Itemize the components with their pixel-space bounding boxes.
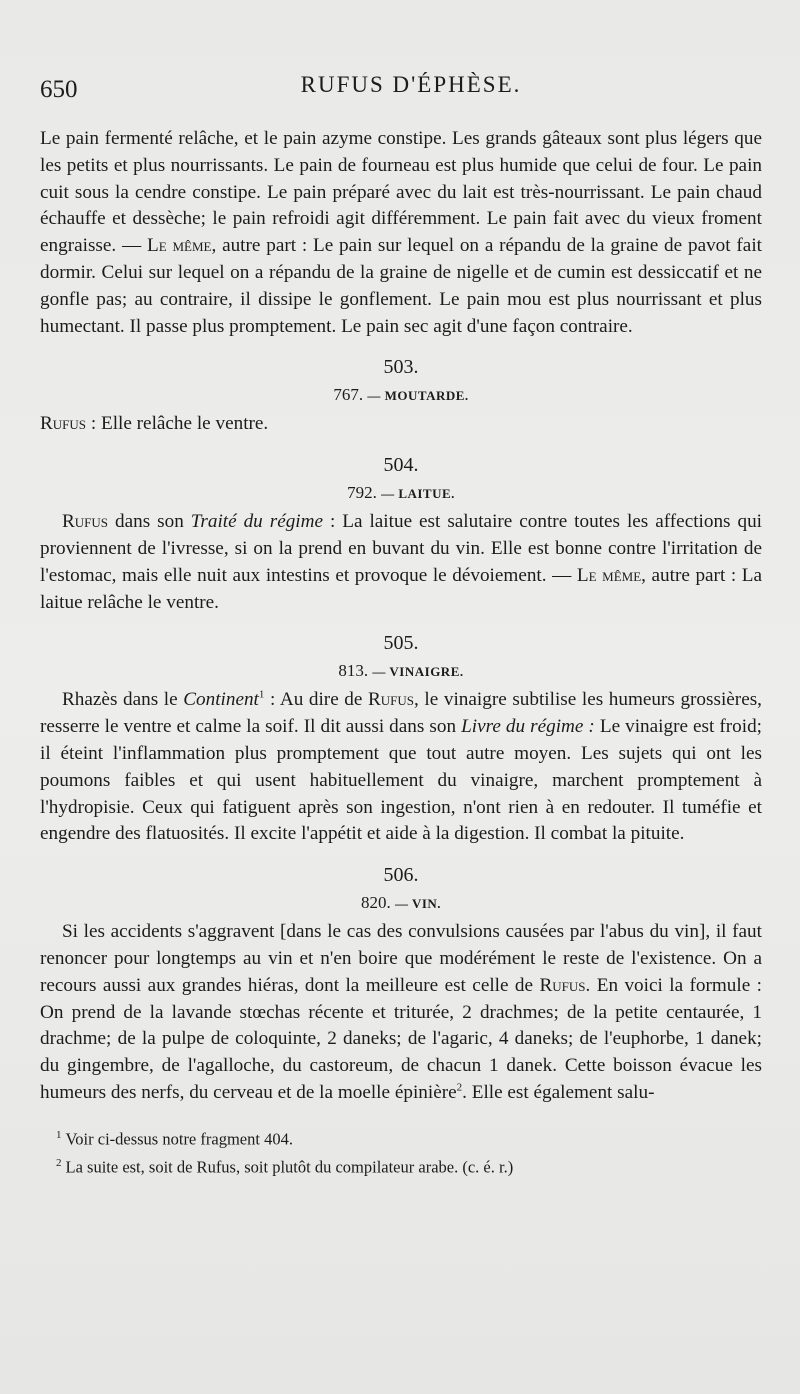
fragment-heading-820 xyxy=(40,893,762,913)
fragment-title: — VINAIGRE. xyxy=(372,664,464,680)
footnote-ref-1: 1 xyxy=(258,688,265,701)
footnote-mark: 2 xyxy=(56,1157,62,1170)
fragment-heading-813 xyxy=(40,661,762,681)
footnotes xyxy=(40,1123,762,1180)
running-title: RUFUS D'ÉPHÈSE. xyxy=(300,72,522,97)
lettuce-text-1: dans son xyxy=(108,511,191,533)
vinegar-text-3: , le vinaigre subtilise les humeurs grossières, resserre le ventre et calme la soif. Il dit aussi dans son xyxy=(40,689,762,738)
footnote-text: Voir ci-dessus notre fragment 404. xyxy=(65,1129,293,1149)
author-rufus: Rufus xyxy=(368,689,415,711)
fragment-number: 820. xyxy=(360,893,391,913)
bread-paragraph xyxy=(40,126,762,340)
footnote-1 xyxy=(40,1123,762,1152)
bread-text-2: , autre part : Le pain sur lequel on a répandu de la graine de pavot fait dormir. Celui sur lequel on a répandu de la graine de nigelle et de cumin est dessiccatif et ne gonfle pas; au contraire, il dissipe le gonflement. Le pain mou est plus nourrissant et plus humectant. Il passe plus promptement. Le pain sec agit d'une façon contraire. xyxy=(40,235,762,337)
footnote-mark: 1 xyxy=(56,1128,62,1141)
le-meme: Le même xyxy=(147,235,212,257)
vinegar-paragraph xyxy=(40,687,762,848)
section-number-506: 506. xyxy=(383,864,419,887)
wine-text-3: . Elle est également salu- xyxy=(462,1081,655,1103)
author-rufus: Rufus xyxy=(62,511,109,533)
lettuce-text-3: , autre part : La laitue relâche le ventre. xyxy=(40,564,763,613)
wine-paragraph xyxy=(40,919,762,1107)
footnote-2 xyxy=(40,1151,762,1180)
wine-text-1: Si les accidents s'aggravent [dans le cas des convulsions causées par l'abus du vin], il faut renoncer pour longtemps au vin et n'en boire que modérément le reste de l'existence. On a recours aussi aux grandes hiéras, dont la meilleure est celle de xyxy=(40,921,762,996)
vinegar-text-1: Rhazès dans le xyxy=(62,689,184,711)
wine-text-2: . En voici la formule : On prend de la lavande stœchas récente et triturée, 2 drachmes; de la petite centaurée, 1 drachme; de la pulpe de coloquinte, 2 daneks; de l'agaric, 4 daneks; de l'euphorbe, 1 danek; du gingembre, de l'agalloche, du castoreum, de chacun 1 danek. Cette boisson évacue les humeurs des nerfs, du cerveau et de la moelle épinière xyxy=(40,974,762,1103)
author-rufus: Rufus xyxy=(539,974,586,996)
author-rufus: Rufus xyxy=(40,413,87,435)
footnote-ref-2: 2 xyxy=(456,1081,463,1094)
fragment-heading-792 xyxy=(40,483,762,503)
vinegar-text-4: Le vinaigre est froid; il éteint l'inflammation plus promptement que tout autre moyen. Les sujets qui ont les poumons faibles et qui usent habituellement du vinaigre, marchent promptement à l'hydropisie. Ceux qui fatiguent après son ingestion, n'ont rien à en redouter. Il tuméfie et engendre des flatuosités. Il excite l'appétit et aide à la digestion. Il combat la pituite. xyxy=(40,716,762,845)
lettuce-text-2: : La laitue est salutaire contre toutes les affections qui proviennent de l'ivresse, si on la prend en buvant du vin. Elle est bonne contre l'irritation de l'estomac, mais elle nuit aux intestins et provoque le dévoiement. — xyxy=(40,511,763,586)
fragment-number: 792. xyxy=(347,483,377,503)
fragment-number: 767. xyxy=(333,385,364,405)
work-title-regime: Livre du régime : xyxy=(461,716,595,738)
mustard-text: : Elle relâche le ventre. xyxy=(86,413,269,435)
fragment-title: — VIN. xyxy=(394,896,442,912)
section-number-505: 505. xyxy=(383,632,419,655)
section-number-504: 504. xyxy=(383,454,419,477)
vinegar-text-2: : Au dire de xyxy=(264,689,368,711)
work-title: Traité du régime xyxy=(190,511,324,533)
fragment-heading-767 xyxy=(40,385,762,405)
page-header xyxy=(40,0,762,112)
lettuce-paragraph xyxy=(40,509,762,616)
page-number: 650 xyxy=(40,76,78,103)
work-title-continent: Continent xyxy=(183,689,259,711)
fragment-number: 813. xyxy=(338,661,369,681)
fragment-title: — LAITUE. xyxy=(381,486,455,502)
le-meme: Le même xyxy=(576,564,642,586)
footnote-text: La suite est, soit de Rufus, soit plutôt du compilateur arabe. (c. é. r.) xyxy=(65,1157,514,1177)
fragment-title: — MOUTARDE. xyxy=(367,388,469,404)
section-number-503: 503. xyxy=(383,356,419,379)
bread-text-1: Le pain fermenté relâche, et le pain azyme constipe. Les grands gâteaux sont plus légers que les petits et plus nourrissants. Le pain de fourneau est plus humide que celui de four. Le pain cuit sous la cendre constipe. Le pain préparé avec du lait est très-nourrissant. Le pain chaud échauffe et dessèche; le pain refroidi agit différemment. Le pain fait avec du vieux froment engraisse. — xyxy=(40,128,762,257)
mustard-paragraph xyxy=(40,411,762,438)
